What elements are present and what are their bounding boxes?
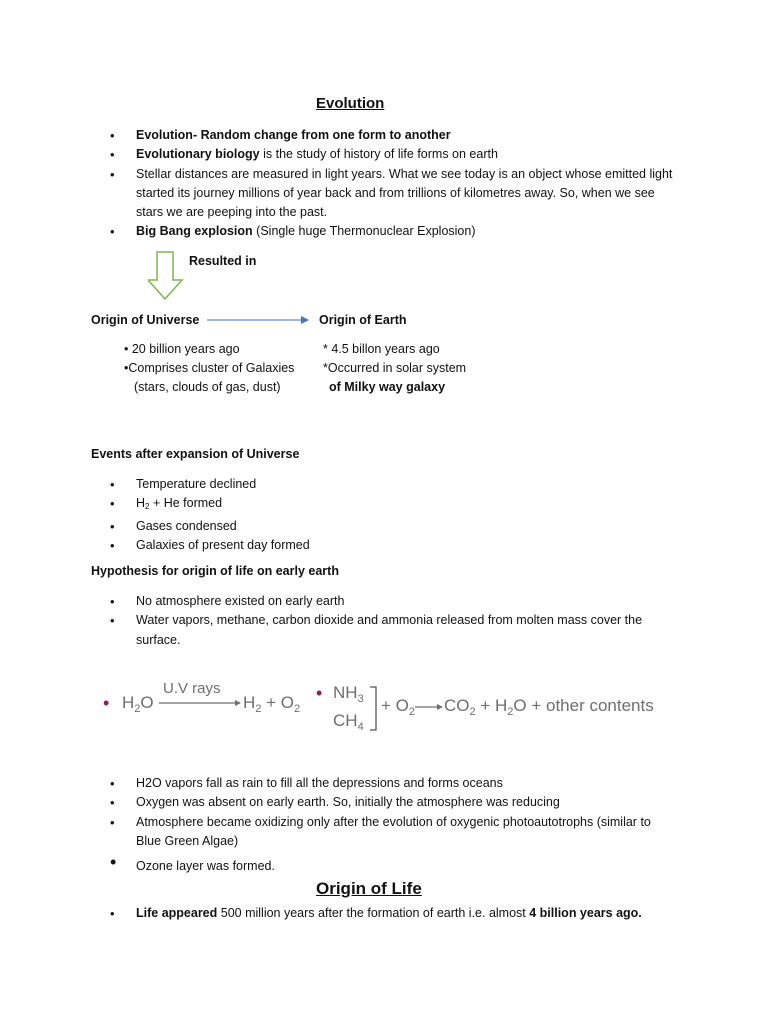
list-item: • Temperature declined: [110, 475, 670, 494]
list-item: • No atmosphere existed on early earth: [110, 592, 660, 611]
resulted-in-label: Resulted in: [189, 254, 257, 268]
life-list: [110, 904, 690, 923]
origin-of-life-title: Origin of Life: [316, 879, 422, 898]
earth-point-2: *Occurred in solar system: [323, 361, 467, 375]
list-item: • Gases condensed: [110, 517, 670, 536]
universe-point-2: •Comprises cluster of Galaxies: [124, 361, 295, 375]
right-arrow-icon: [207, 313, 311, 327]
origin-universe-heading: Origin of Universe: [91, 313, 200, 327]
list-item: • Stellar distances are measured in light years. What we see today is an object whose emitted light started its journey millions of year back and from trillions of kilometres away. So, when we see stars we are peeping into the past.: [110, 165, 680, 223]
origin-earth-heading: Origin of Earth: [319, 313, 407, 327]
list-item: • $H_2 + He$ formed: [110, 494, 670, 516]
list-item: • Water vapors, methane, carbon dioxide and ammonia released from molten mass cover the surface.: [110, 611, 660, 650]
list-item: • H2O vapors fall as rain to fill all the depressions and forms oceans: [110, 774, 670, 793]
page-title: Evolution: [316, 95, 385, 112]
list-item: • Evolutionary biology is the study of history of life forms on earth: [110, 145, 680, 164]
list-item: • Ozone layer was formed.: [110, 857, 670, 876]
chemical-equation: • $H_2O$ U.V rays $H_2 + O_2$ • $NH_3$ $CH_4$ + $O_2$ $CO_2 + H_2O$ + other contents: [103, 680, 654, 733]
earth-point-1: * 4.5 billon years ago: [323, 342, 440, 356]
list-item: • Galaxies of present day formed: [110, 536, 670, 555]
list-item: • Evolution- Random change from one form to another: [110, 126, 680, 145]
down-arrow-icon: [148, 250, 184, 302]
intro-list: [110, 126, 680, 242]
earth-point-3: of Milky way galaxy: [329, 380, 446, 394]
events-heading: Events after expansion of Universe: [91, 447, 300, 461]
hypothesis-list: [110, 592, 660, 650]
list-item: • Oxygen was absent on early earth. So, initially the atmosphere was reducing: [110, 793, 670, 812]
later-list: [110, 774, 670, 876]
universe-point-2-cont: (stars, clouds of gas, dust): [134, 380, 281, 394]
list-item: • Life appeared 500 million years after the formation of earth i.e. almost 4 billion years ago.: [110, 904, 690, 923]
universe-point-1: • 20 billion years ago: [124, 342, 240, 356]
hypothesis-heading: Hypothesis for origin of life on early earth: [91, 564, 339, 578]
list-item: • Big Bang explosion (Single huge Thermonuclear Explosion): [110, 222, 680, 241]
list-item: • Atmosphere became oxidizing only after the evolution of oxygenic photoautotrophs (similar to Blue Green Algae): [110, 813, 670, 852]
events-list: [110, 475, 670, 555]
